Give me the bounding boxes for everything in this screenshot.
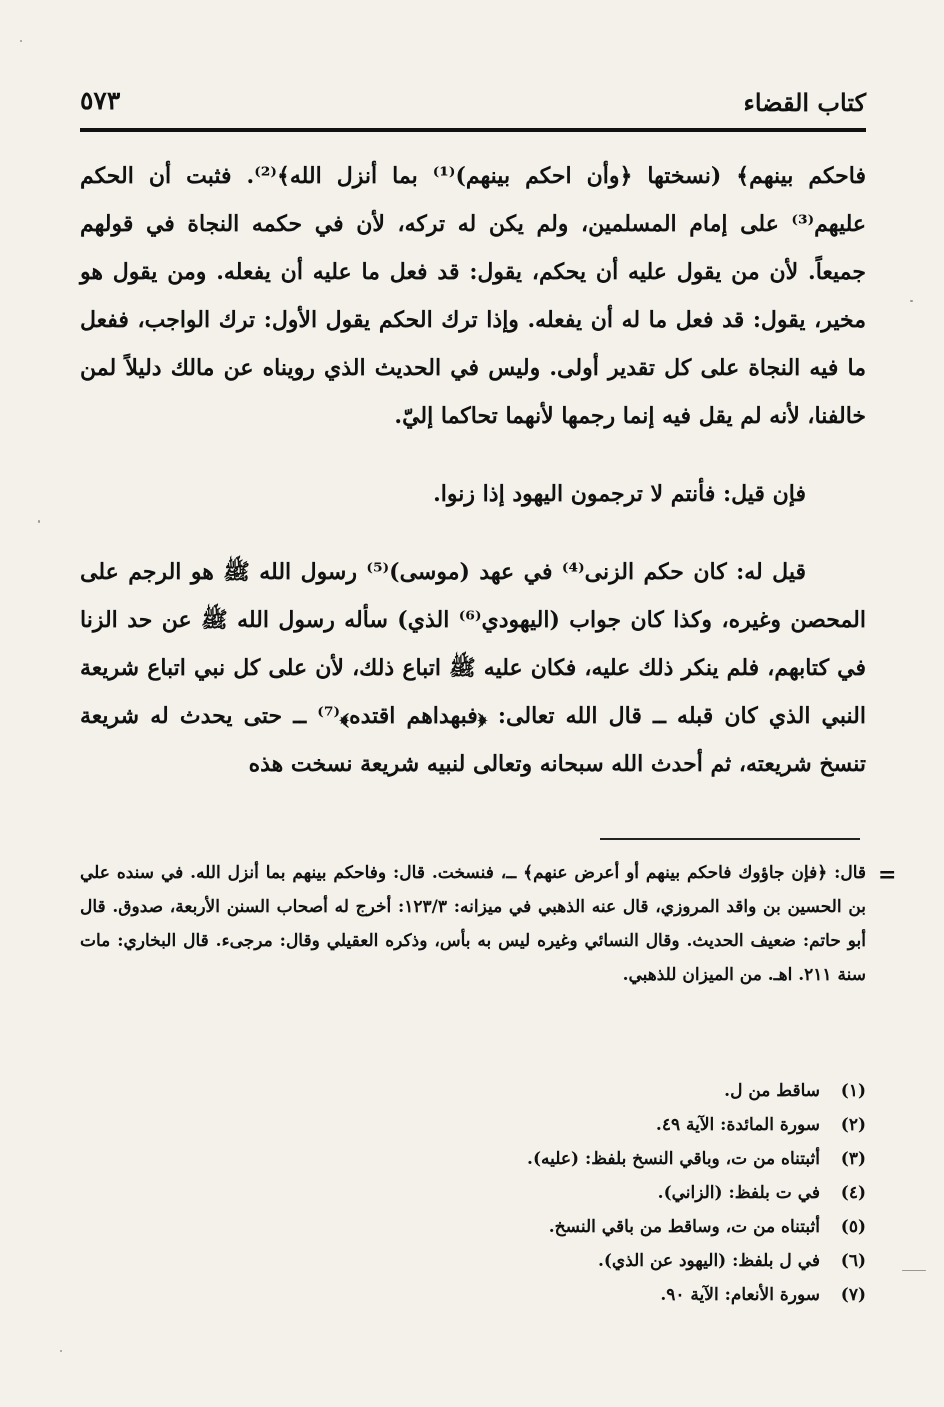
footnote-number: (٤) <box>840 1183 866 1203</box>
footnote-item <box>80 1074 866 1108</box>
footnote-text: ساقط من ل. <box>724 1081 820 1101</box>
scan-speck <box>20 40 22 42</box>
footnote-number: (٥) <box>840 1217 866 1237</box>
scan-speck <box>60 1350 62 1352</box>
scan-speck <box>38 520 40 523</box>
paragraph: قيل له: كان حكم الزنى⁽⁴⁾ في عهد (موسى)⁽⁵⁾ رسول الله ﷺ هو الرجم على المحصن وغيره، وكذا كان جواب (اليهودي⁽⁶⁾ الذي) سأله رسول الله ﷺ عن حد الزنا في كتابهم، فلم ينكر ذلك عليه، فكان عليه ﷺ اتباع ذلك، لأن على كل نبي اتباع شريعة النبي الذي كان قبله ــ قال الله تعالى: ﴿فبهداهم اقتده﴾⁽⁷⁾ ــ حتى يحدث له شريعة تنسخ شريعته، ثم أحدث الله سبحانه وتعالى لنبيه شريعة نسخت هذه <box>80 559 866 777</box>
footnote-number: (٢) <box>840 1115 866 1135</box>
footnote-item <box>80 1142 866 1176</box>
scan-speck <box>910 300 913 302</box>
paragraph: فاحكم بينهم﴾ (نسختها ﴿وأن احكم بينهم)⁽¹⁾ بما أنزل الله﴾⁽²⁾. فثبت أن الحكم عليهم⁽³⁾ على إمام المسلمين، ولم يكن له تركه، لأن في حكمه النجاة في قولهم جميعاً. لأن من يقول عليه أن يحكم، يقول: قد فعل ما عليه أن يفعله. ومن يقول هو مخير، يقول: قد فعل ما له أن يفعله. وإذا ترك الحكم يقول الأول: ترك الواجب، ففعل ما فيه النجاة على كل تقدير أولى. وليس في الحديث الذي رويناه عن مالك دليلاً لمن خالفنا، لأنه لم يقل فيه إنما رجمها لأنهما تحاكما إليّ. <box>80 163 866 429</box>
running-title: كتاب القضاء <box>743 88 866 117</box>
footnote-text: أثبتناه من ت، وساقط من باقي النسخ. <box>548 1217 820 1237</box>
footnote-item <box>80 1210 866 1244</box>
page-header <box>80 82 866 126</box>
page-number: ٥٧٣ <box>80 86 121 115</box>
footnote-text: أثبتناه من ت، وباقي النسخ بلفظ: (عليه). <box>527 1149 820 1169</box>
footnote-text: سورة المائدة: الآية ٤٩. <box>655 1115 820 1135</box>
footnote-number: (٣) <box>840 1149 866 1169</box>
footnote-number: (١) <box>840 1081 866 1101</box>
footnote-separator <box>600 838 860 840</box>
header-rule <box>80 128 866 132</box>
paragraph: فإن قيل: فأنتم لا ترجمون اليهود إذا زنوا. <box>433 481 806 507</box>
scan-speck <box>902 1270 926 1271</box>
footnote-continuation: قال: ﴿فإن جاؤوك فاحكم بينهم أو أعرض عنهم﴾ ــ، فنسخت. قال: وفاحكم بينهم بما أنزل الله. في سنده علي بن الحسين بن واقد المروزي، قال عنه الذهبي في ميزانه: ١٢٣/٣: أخرج له أصحاب السنن الأربعة، صدوق. قال أبو حاتم: ضعيف الحديث. وقال النسائي وغيره ليس به بأس، وذكره العقيلي وقال: مرجىء. قال البخاري: مات سنة ٢١١. اهـ. من الميزان للذهبي. <box>80 863 866 985</box>
footnotes-list <box>80 1074 866 1312</box>
footnote-number: (٧) <box>840 1285 866 1305</box>
footnote-item <box>80 1176 866 1210</box>
footnote-item <box>80 1108 866 1142</box>
footnote-item <box>80 1278 866 1312</box>
footnote-text: في ت بلفظ: (الزاني). <box>657 1183 820 1203</box>
footnote-item <box>80 1244 866 1278</box>
continuation-mark: = <box>878 862 897 888</box>
footnote-text: سورة الأنعام: الآية ٩٠. <box>660 1285 820 1305</box>
footnote-number: (٦) <box>840 1251 866 1271</box>
footnote-text: في ل بلفظ: (اليهود عن الذي). <box>597 1251 820 1271</box>
main-text <box>80 152 866 788</box>
